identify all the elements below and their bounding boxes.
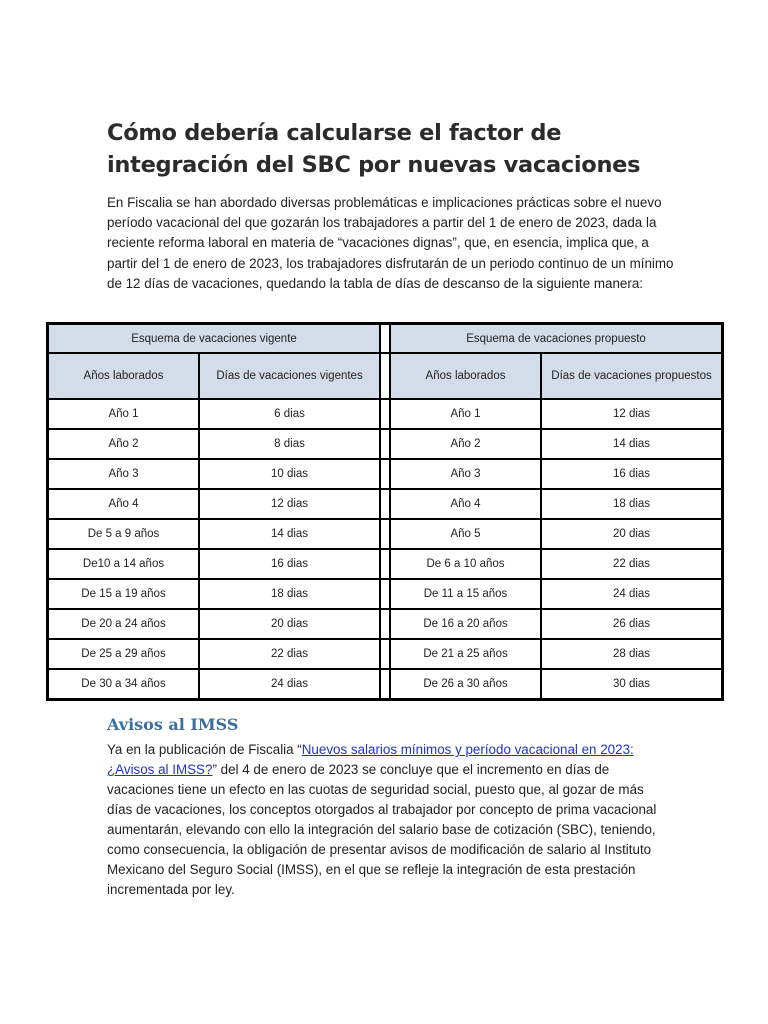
current-years-cell: De 30 a 34 años: [48, 669, 199, 699]
proposed-years-cell: De 11 a 15 años: [390, 579, 541, 609]
proposed-years-header: Años laborados: [390, 353, 541, 399]
proposed-years-cell: De 21 a 25 años: [390, 639, 541, 669]
article-title: Cómo debería calcularse el factor de integración del SBC por nuevas vacaciones: [107, 120, 641, 178]
proposed-days-cell: 26 dias: [541, 609, 722, 639]
column-separator: [380, 353, 390, 399]
proposed-years-cell: Año 4: [390, 489, 541, 519]
table-row: [48, 579, 722, 609]
proposed-years-cell: Año 2: [390, 429, 541, 459]
proposed-days-cell: 12 dias: [541, 399, 722, 429]
proposed-years-cell: Año 1: [390, 399, 541, 429]
table-row: [48, 459, 722, 489]
current-years-cell: Año 2: [48, 429, 199, 459]
vacation-table: [46, 322, 724, 701]
table-row: [48, 639, 722, 669]
proposed-days-cell: 30 dias: [541, 669, 722, 699]
current-days-header: Días de vacaciones vigentes: [199, 353, 380, 399]
imss-section-heading: Avisos al IMSS: [107, 715, 239, 734]
column-separator: [380, 639, 390, 669]
current-years-cell: De 15 a 19 años: [48, 579, 199, 609]
column-separator: [380, 489, 390, 519]
table-row: [48, 519, 722, 549]
imss-text-after-link: ” del 4 de enero de 2023 se concluye que el incremento en días de vacaciones tiene un efecto en las cuotas de seguridad social, puesto que, al gozar de más días de vacaciones, los conceptos otorgados al trabajador por concepto de prima vacacional aumentarán, elevando con ello la integración del salario base de cotización (SBC), teniendo, como consecuencia, la obligación de presentar avisos de modificación de salario al Instituto Mexicano del Seguro Social (IMSS), en el que se refleje la integración de esta prestación incrementada por ley.: [107, 762, 657, 897]
proposed-days-header: Días de vacaciones propuestos: [541, 353, 722, 399]
imss-paragraph: [107, 740, 667, 900]
current-days-cell: 8 dias: [199, 429, 380, 459]
proposed-days-cell: 20 dias: [541, 519, 722, 549]
column-separator: [380, 324, 390, 353]
current-days-cell: 22 dias: [199, 639, 380, 669]
proposed-years-cell: De 6 a 10 años: [390, 549, 541, 579]
table-row: [48, 489, 722, 519]
table-row: [48, 549, 722, 579]
column-separator: [380, 669, 390, 699]
table-row: [48, 609, 722, 639]
proposed-years-cell: Año 3: [390, 459, 541, 489]
proposed-days-cell: 18 dias: [541, 489, 722, 519]
current-days-cell: 16 dias: [199, 549, 380, 579]
column-separator: [380, 519, 390, 549]
proposed-days-cell: 16 dias: [541, 459, 722, 489]
current-days-cell: 18 dias: [199, 579, 380, 609]
current-days-cell: 10 dias: [199, 459, 380, 489]
imss-text-before-link: Ya en la publicación de Fiscalia “: [107, 742, 302, 757]
proposed-days-cell: 22 dias: [541, 549, 722, 579]
proposed-years-cell: De 16 a 20 años: [390, 609, 541, 639]
intro-paragraph: En Fiscalia se han abordado diversas problemáticas e implicaciones prácticas sobre el nuevo período vacacional del que gozarán los trabajadores a partir del 1 de enero de 2023, dada la reciente reforma laboral en materia de “vacaciones dignas”, que, en esencia, implica que, a partir del 1 de enero de 2023, los trabajadores disfrutarán de un periodo continuo de un mínimo de 12 días de vacaciones, quedando la tabla de días de descanso de la siguiente manera:: [107, 195, 674, 291]
current-days-cell: 20 dias: [199, 609, 380, 639]
proposed-years-cell: De 26 a 30 años: [390, 669, 541, 699]
current-days-cell: 24 dias: [199, 669, 380, 699]
current-days-cell: 14 dias: [199, 519, 380, 549]
current-years-cell: Año 4: [48, 489, 199, 519]
table-row: [48, 429, 722, 459]
proposed-scheme-title: Esquema de vacaciones propuesto: [390, 324, 722, 353]
table-row: [48, 399, 722, 429]
current-years-cell: Año 1: [48, 399, 199, 429]
current-years-header: Años laborados: [48, 353, 199, 399]
column-separator: [380, 429, 390, 459]
current-years-cell: De10 a 14 años: [48, 549, 199, 579]
column-separator: [380, 549, 390, 579]
current-days-cell: 6 dias: [199, 399, 380, 429]
column-separator: [380, 609, 390, 639]
table-header-row: [48, 353, 722, 399]
current-years-cell: De 25 a 29 años: [48, 639, 199, 669]
column-separator: [380, 579, 390, 609]
proposed-days-cell: 28 dias: [541, 639, 722, 669]
current-years-cell: De 5 a 9 años: [48, 519, 199, 549]
proposed-years-cell: Año 5: [390, 519, 541, 549]
table-row: [48, 669, 722, 699]
proposed-days-cell: 24 dias: [541, 579, 722, 609]
proposed-days-cell: 14 dias: [541, 429, 722, 459]
table-title-row: [48, 324, 722, 353]
column-separator: [380, 399, 390, 429]
column-separator: [380, 459, 390, 489]
current-years-cell: De 20 a 24 años: [48, 609, 199, 639]
article-link[interactable]: Nuevos salarios mínimos y período vacacional en 2023: ¿Avisos al IMSS?: [107, 742, 634, 777]
current-days-cell: 12 dias: [199, 489, 380, 519]
current-years-cell: Año 3: [48, 459, 199, 489]
current-scheme-title: Esquema de vacaciones vigente: [48, 324, 380, 353]
